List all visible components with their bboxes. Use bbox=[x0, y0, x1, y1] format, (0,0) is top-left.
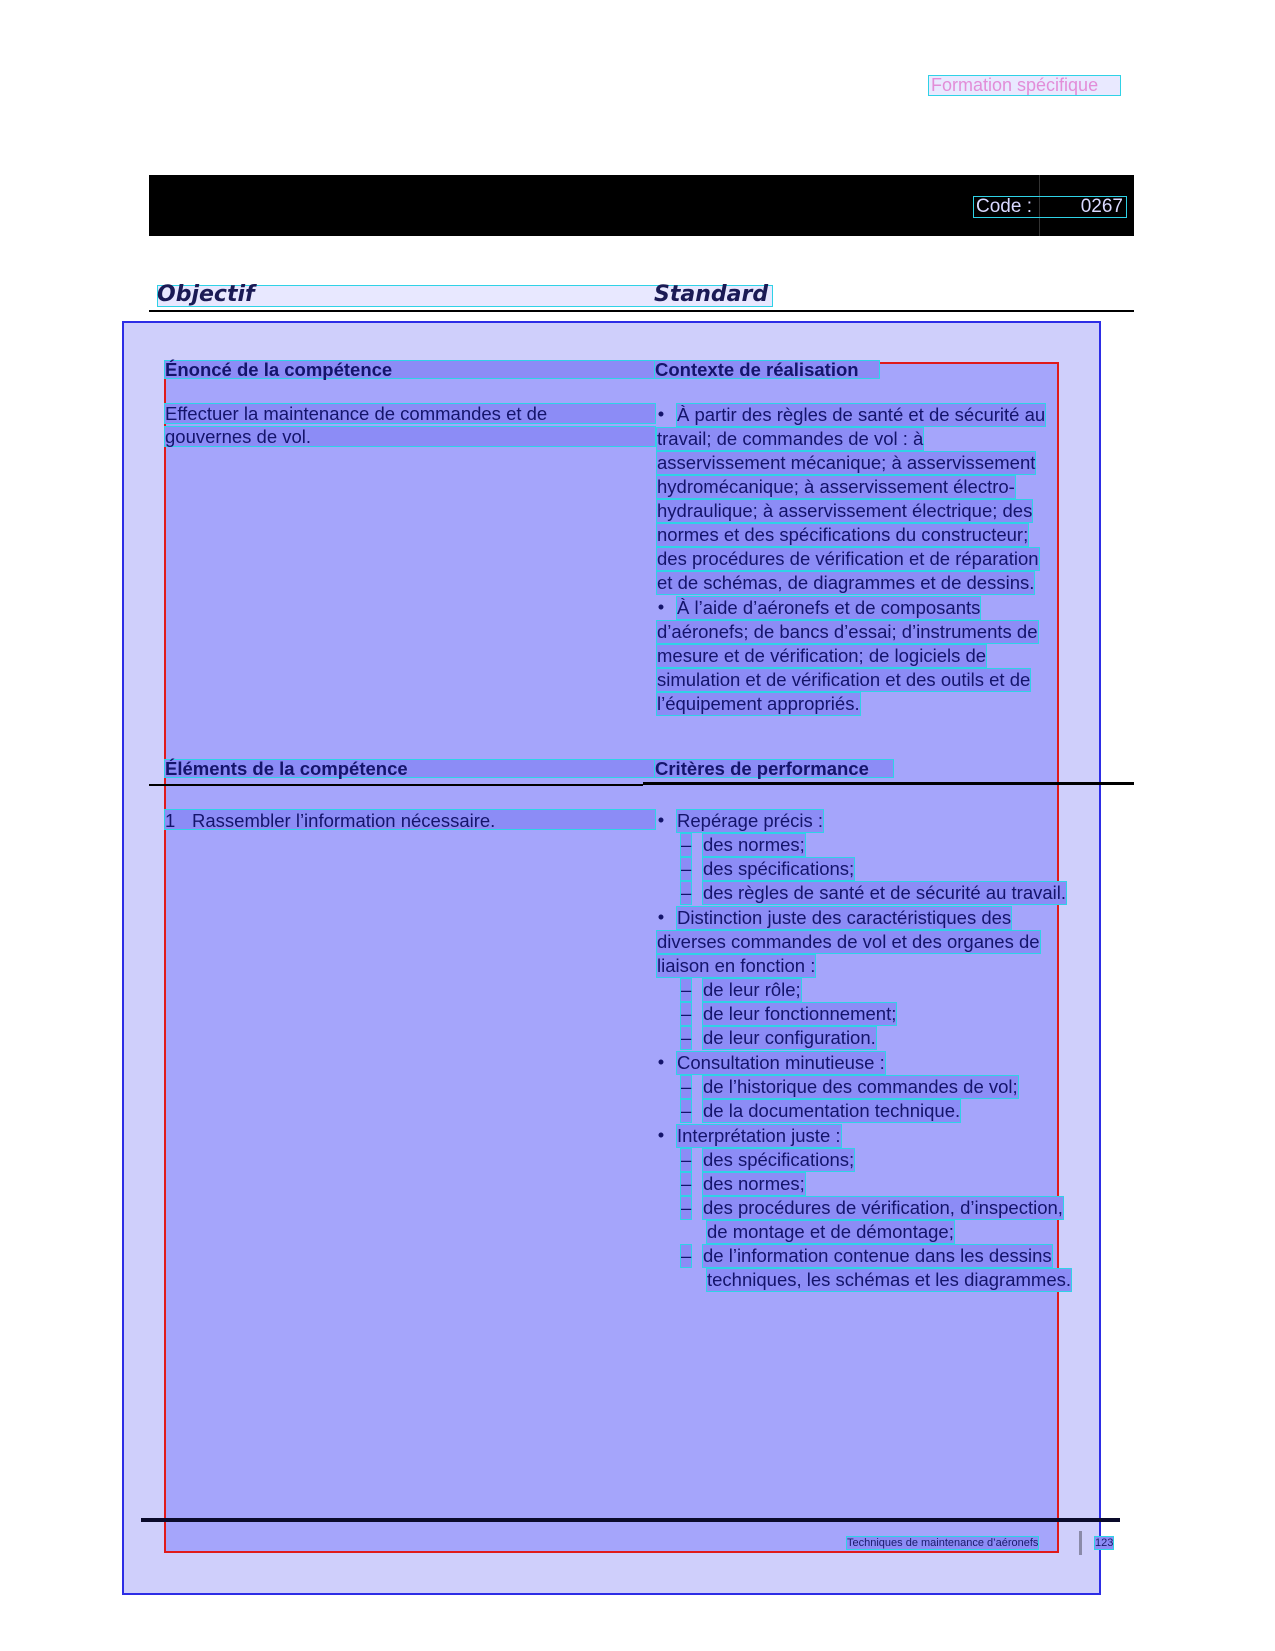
context-line: et de schémas, de diagrammes et de dessins. bbox=[657, 572, 1035, 593]
element-text: Rassembler l’information nécessaire. bbox=[192, 810, 496, 831]
bullet-marker: • bbox=[657, 809, 665, 830]
criteria-line: Repérage précis : bbox=[677, 810, 824, 831]
context-line: asservissement mécanique; à asservissement bbox=[657, 452, 1036, 473]
dash-marker: – bbox=[681, 1245, 692, 1266]
criteria-line: Consultation minutieuse : bbox=[677, 1052, 885, 1073]
competence-elements-heading: Éléments de la compétence bbox=[164, 759, 656, 778]
element-number: 1 bbox=[165, 810, 176, 831]
criteria-line: de montage et de démontage; bbox=[707, 1221, 954, 1242]
criteria-bullet bbox=[654, 1051, 1094, 1073]
criteria-bullet bbox=[654, 809, 1094, 831]
criteria-line: des procédures de vérification, d’inspection, bbox=[703, 1197, 1063, 1218]
criteria-line: des spécifications; bbox=[703, 858, 855, 879]
section2-rule-right bbox=[643, 782, 1134, 785]
standard-heading: Standard bbox=[654, 282, 769, 307]
context-line: simulation et de vérification et des outils et de bbox=[657, 669, 1031, 690]
criteria-line: liaison en fonction : bbox=[657, 955, 816, 976]
criteria-line: de leur fonctionnement; bbox=[703, 1003, 897, 1024]
context-line: hydromécanique; à asservissement électro- bbox=[657, 476, 1015, 497]
criteria-line: des normes; bbox=[703, 1173, 805, 1194]
criteria-line: des spécifications; bbox=[703, 1149, 855, 1170]
footer-divider bbox=[1079, 1531, 1082, 1555]
code-field bbox=[973, 196, 1127, 218]
section2-rule-left bbox=[149, 784, 643, 786]
competence-statement-heading: Énoncé de la compétence bbox=[164, 360, 656, 379]
criteria-line: de l’historique des commandes de vol; bbox=[703, 1076, 1018, 1097]
dash-marker: – bbox=[681, 1197, 692, 1218]
criteria-line: techniques, les schémas et les diagrammes. bbox=[707, 1269, 1072, 1290]
dash-marker: – bbox=[681, 1076, 692, 1097]
criteria-line: de l’information contenue dans les dessins bbox=[703, 1245, 1052, 1266]
dash-marker: – bbox=[681, 1149, 692, 1170]
context-line: d’aéronefs; de bancs d’essai; d’instruments de bbox=[657, 621, 1038, 642]
element-1 bbox=[164, 809, 656, 830]
criteria-line: Distinction juste des caractéristiques des bbox=[677, 907, 1012, 928]
dash-marker: – bbox=[681, 979, 692, 1000]
document-section-title: Formation spécifique bbox=[928, 75, 1121, 96]
dash-marker: – bbox=[681, 834, 692, 855]
context-bullet-2 bbox=[654, 596, 1094, 618]
context-line: des procédures de vérification et de réparation bbox=[657, 548, 1039, 569]
context-line: À partir des règles de santé et de sécurité au bbox=[677, 404, 1046, 425]
objectif-heading: Objectif bbox=[157, 282, 255, 307]
context-line: mesure et de vérification; de logiciels de bbox=[657, 645, 987, 666]
dash-marker: – bbox=[681, 1173, 692, 1194]
criteria-line: de leur configuration. bbox=[703, 1027, 876, 1048]
context-line: hydraulique; à asservissement électrique; des bbox=[657, 500, 1033, 521]
criteria-bullet bbox=[654, 1124, 1094, 1146]
criteria-bullet bbox=[654, 906, 1094, 928]
context-line: normes et des spécifications du constructeur; bbox=[657, 524, 1029, 545]
page-number: 123 bbox=[1095, 1537, 1114, 1549]
dash-marker: – bbox=[681, 882, 692, 903]
performance-criteria-heading: Critères de performance bbox=[654, 759, 894, 778]
context-line: travail; de commandes de vol : à bbox=[657, 428, 924, 449]
criteria-line: Interprétation juste : bbox=[677, 1125, 841, 1146]
context-bullet-1 bbox=[654, 403, 1094, 425]
criteria-line: de la documentation technique. bbox=[703, 1100, 961, 1121]
criteria-line: diverses commandes de vol et des organes de bbox=[657, 931, 1040, 952]
code-value: 0267 bbox=[1080, 196, 1123, 217]
code-label: Code : bbox=[976, 196, 1032, 217]
footer-rule bbox=[141, 1518, 1120, 1522]
header-rule bbox=[149, 310, 1134, 312]
bullet-marker: • bbox=[657, 1124, 665, 1145]
bullet-marker: • bbox=[657, 403, 665, 424]
dash-marker: – bbox=[681, 1003, 692, 1024]
criteria-line: des règles de santé et de sécurité au travail. bbox=[703, 882, 1067, 903]
dash-marker: – bbox=[681, 858, 692, 879]
criteria-line: des normes; bbox=[703, 834, 805, 855]
statement-line-1: Effectuer la maintenance de commandes et de bbox=[164, 403, 656, 424]
criteria-line: de leur rôle; bbox=[703, 979, 801, 1000]
context-line: l’équipement appropriés. bbox=[657, 693, 860, 714]
bullet-marker: • bbox=[657, 596, 665, 617]
dash-marker: – bbox=[681, 1100, 692, 1121]
realisation-context-heading: Contexte de réalisation bbox=[654, 360, 880, 379]
footer-program: Techniques de maintenance d’aéronefs bbox=[847, 1537, 1039, 1549]
bullet-marker: • bbox=[657, 906, 665, 927]
bullet-marker: • bbox=[657, 1051, 665, 1072]
context-line: À l’aide d’aéronefs et de composants bbox=[677, 597, 981, 618]
statement-line-2: gouvernes de vol. bbox=[164, 426, 656, 447]
dash-marker: – bbox=[681, 1027, 692, 1048]
